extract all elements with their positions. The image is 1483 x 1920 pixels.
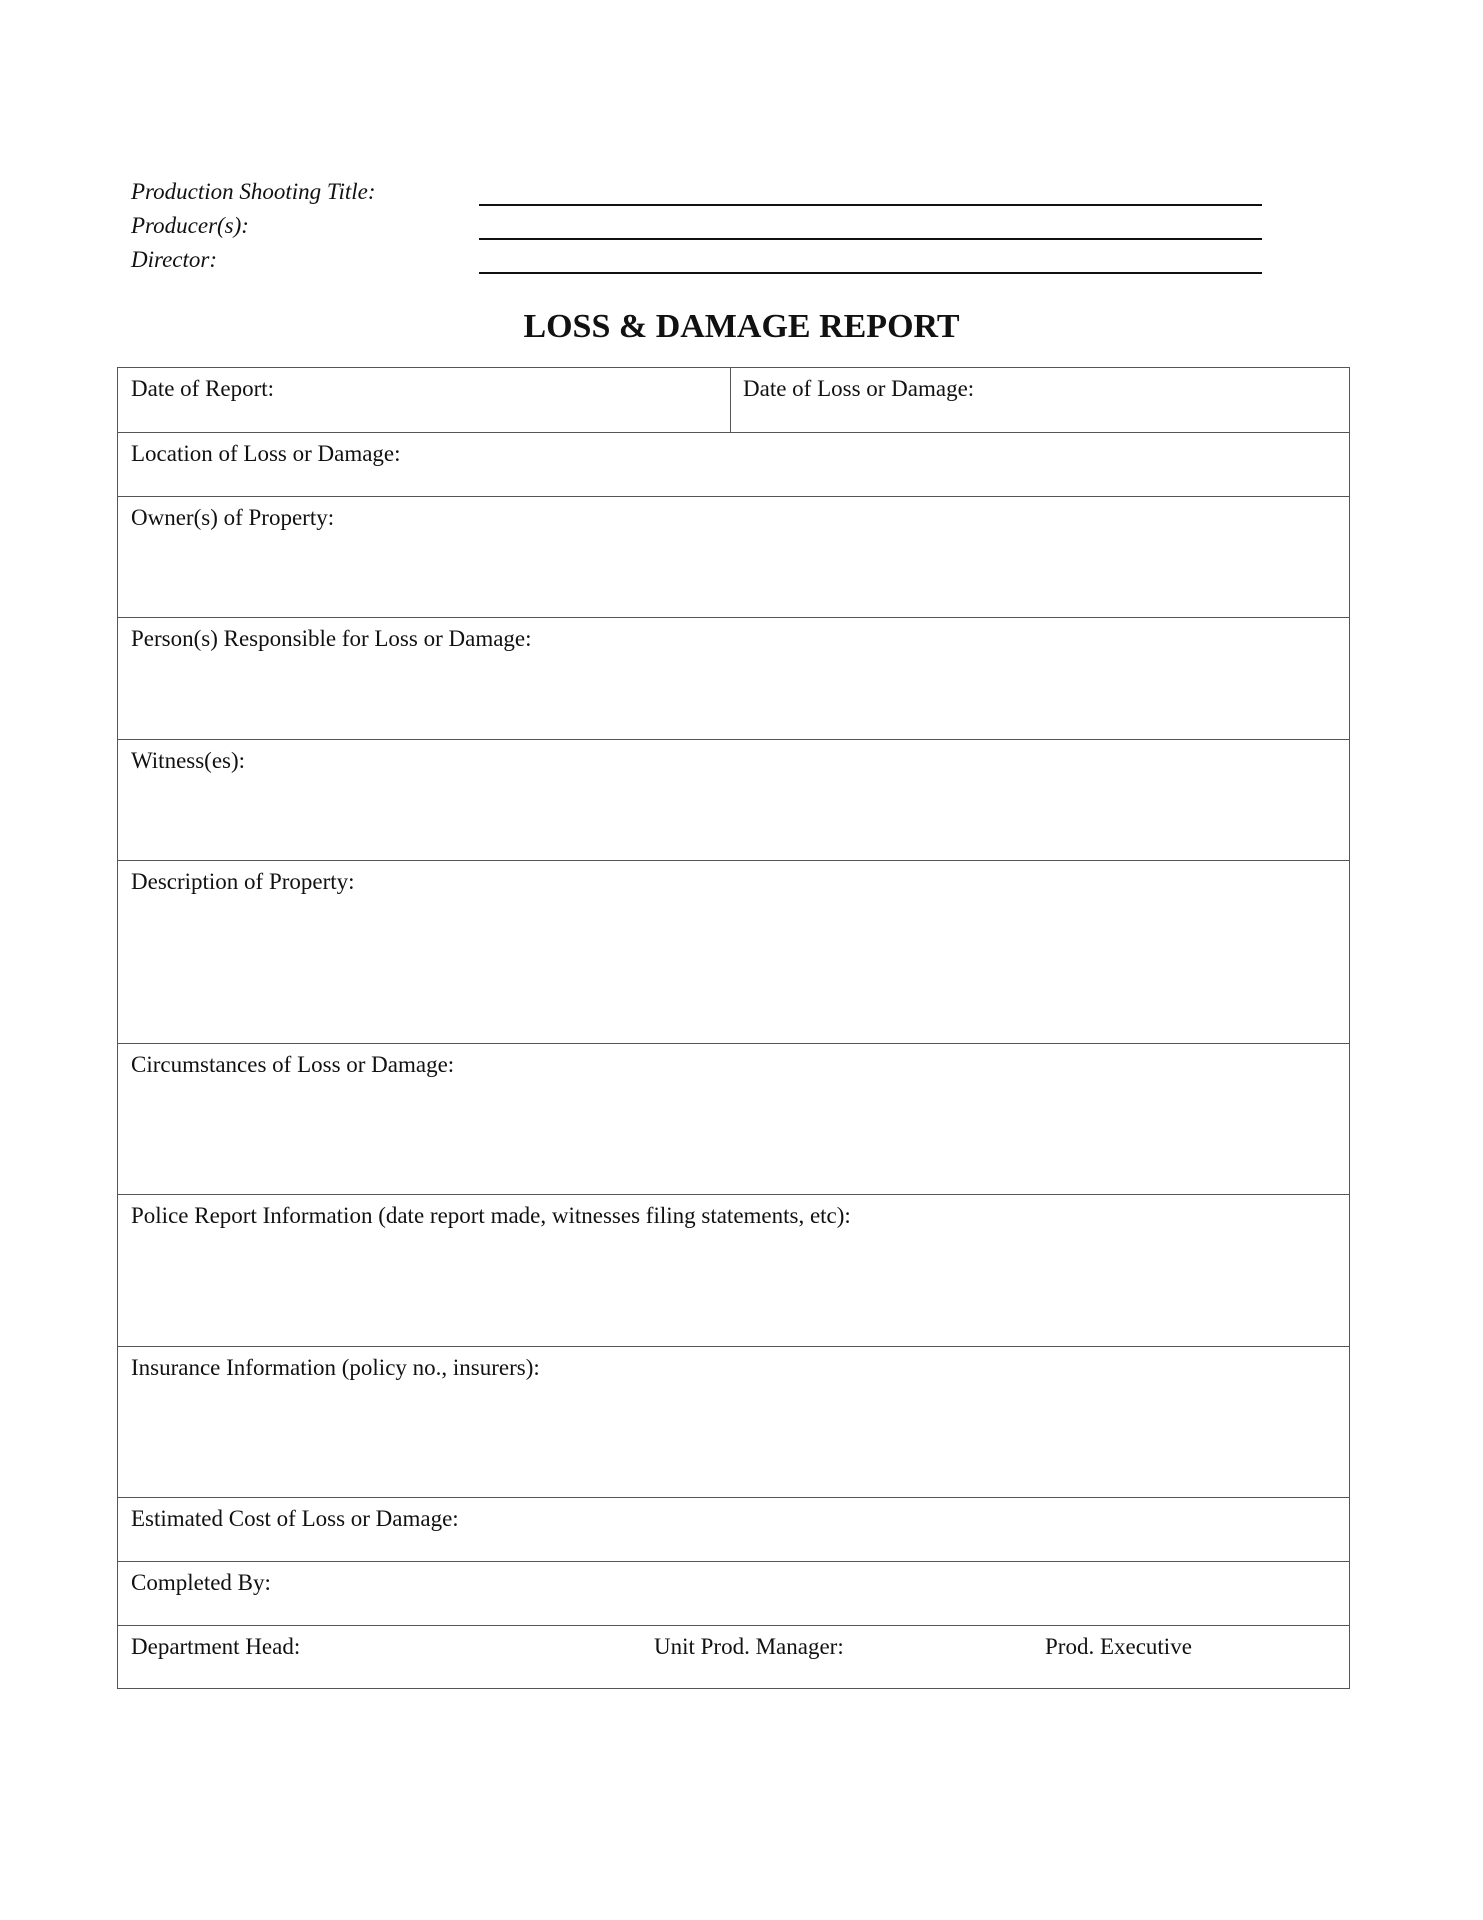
- persons-responsible-label: Person(s) Responsible for Loss or Damage:: [131, 626, 532, 651]
- witnesses-field[interactable]: [118, 739, 1349, 860]
- police-report-field[interactable]: [118, 1194, 1349, 1346]
- column-divider: [730, 368, 731, 432]
- estimated-cost-label: Estimated Cost of Loss or Damage:: [131, 1506, 459, 1531]
- completed-by-field[interactable]: [118, 1561, 1349, 1625]
- police-report-label: Police Report Information (date report made, witnesses filing statements, etc):: [131, 1203, 851, 1228]
- production-title-line[interactable]: [479, 204, 1262, 206]
- insurance-label: Insurance Information (policy no., insurers):: [131, 1355, 540, 1380]
- unit-prod-manager-label: Unit Prod. Manager:: [654, 1634, 844, 1659]
- report-form: [117, 367, 1350, 1689]
- circumstances-label: Circumstances of Loss or Damage:: [131, 1052, 455, 1077]
- location-label: Location of Loss or Damage:: [131, 441, 401, 466]
- page-title: LOSS & DAMAGE REPORT: [523, 308, 960, 345]
- director-line[interactable]: [479, 272, 1262, 274]
- production-title-label: Production Shooting Title:: [131, 179, 376, 204]
- completed-by-label: Completed By:: [131, 1570, 271, 1595]
- department-head-label: Department Head:: [131, 1634, 301, 1659]
- prod-executive-label: Prod. Executive: [1045, 1634, 1192, 1659]
- description-field[interactable]: [118, 860, 1349, 1043]
- date-of-report-label: Date of Report:: [131, 376, 275, 401]
- description-label: Description of Property:: [131, 869, 355, 894]
- signatures-row[interactable]: [118, 1625, 1349, 1688]
- insurance-field[interactable]: [118, 1346, 1349, 1497]
- witnesses-label: Witness(es):: [131, 748, 246, 773]
- director-label: Director:: [131, 247, 218, 272]
- owners-label: Owner(s) of Property:: [131, 505, 335, 530]
- circumstances-field[interactable]: [118, 1043, 1349, 1194]
- location-field[interactable]: [118, 432, 1349, 496]
- producers-line[interactable]: [479, 238, 1262, 240]
- date-of-loss-label: Date of Loss or Damage:: [743, 376, 975, 401]
- estimated-cost-field[interactable]: [118, 1497, 1349, 1561]
- persons-responsible-field[interactable]: [118, 617, 1349, 739]
- owners-field[interactable]: [118, 496, 1349, 617]
- producers-label: Producer(s):: [131, 213, 249, 238]
- dates-row[interactable]: [118, 368, 1349, 432]
